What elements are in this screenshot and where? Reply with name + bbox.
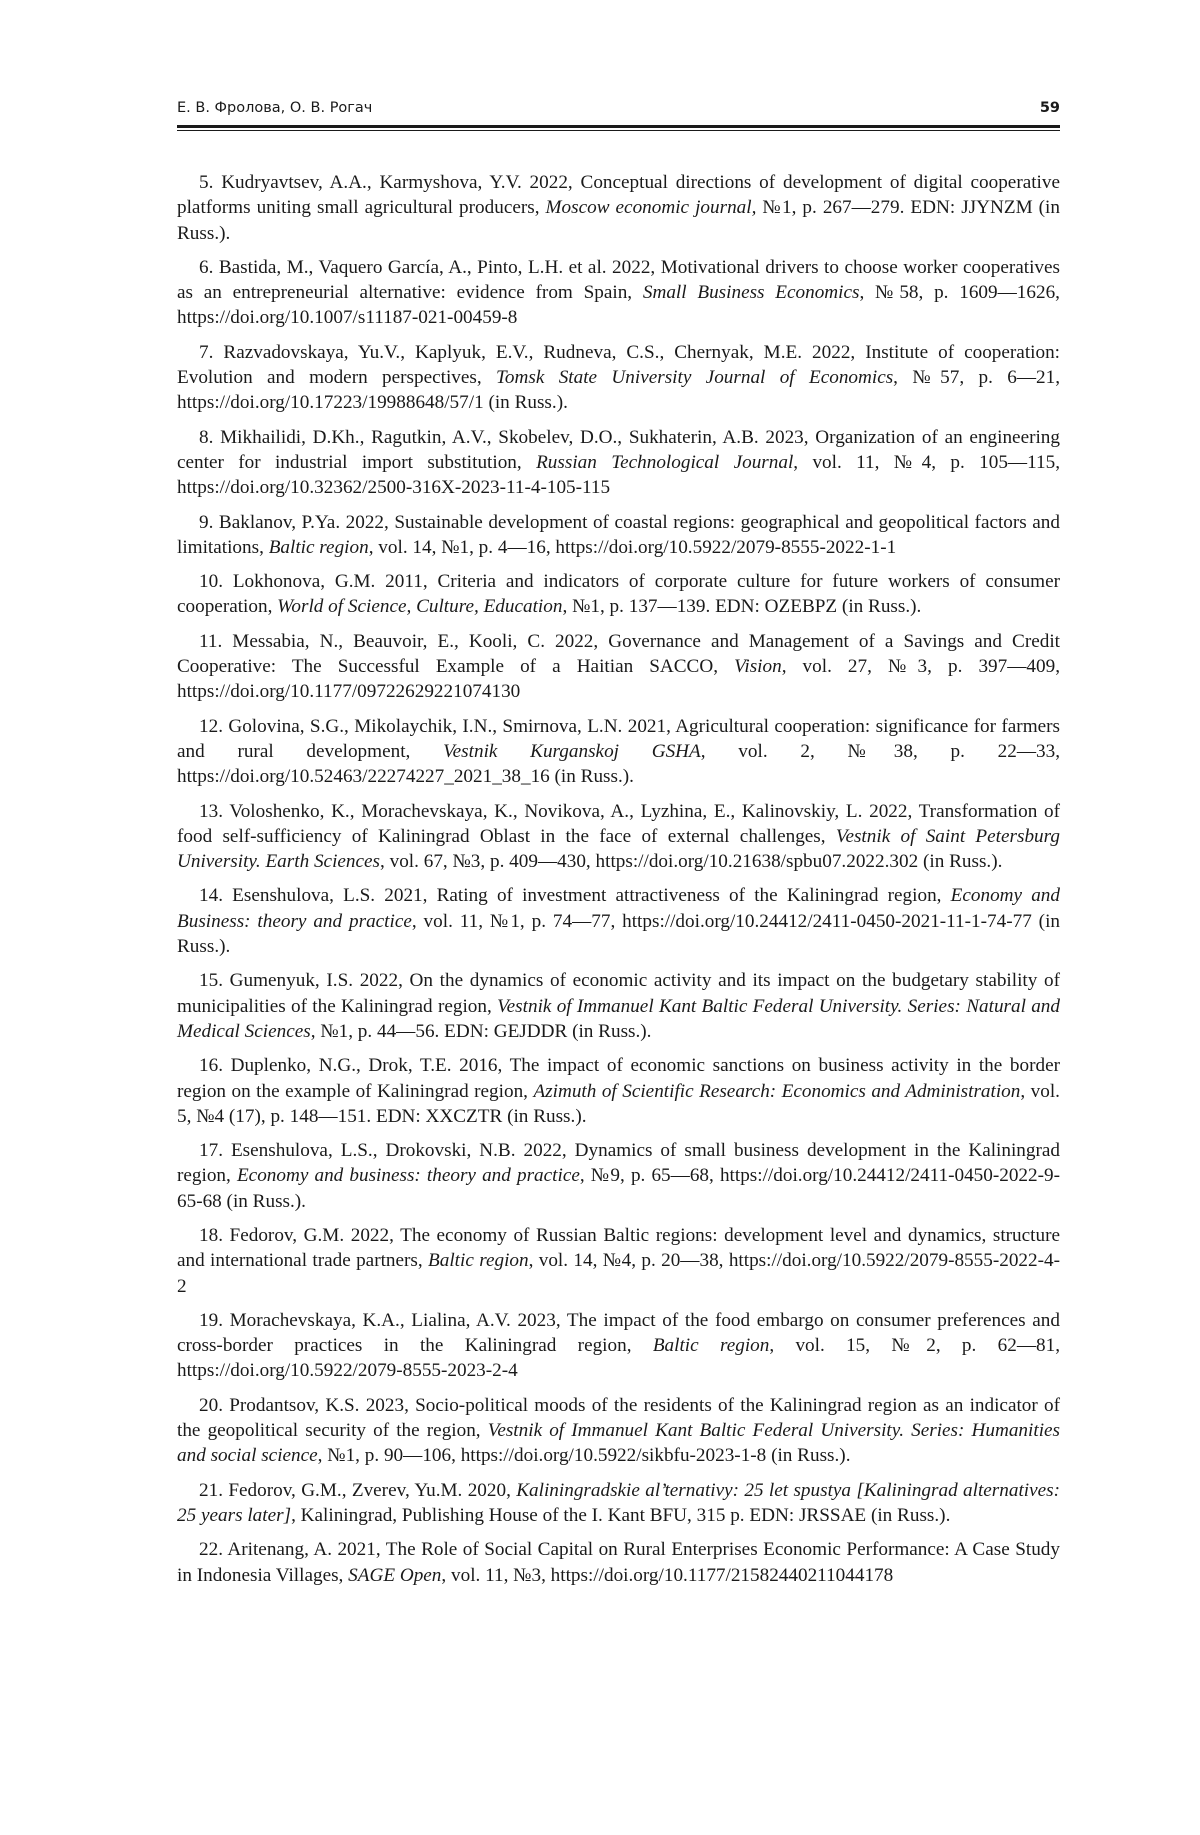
ref-part-italic: Baltic region xyxy=(428,1250,529,1272)
reference-entry xyxy=(177,629,1060,705)
reference-entry xyxy=(177,170,1060,246)
ref-part-text: 5. Kudryavtsev, A.A., Karmyshova, Y.V. 2022, Conceptual directions of development of digital cooperative platforms uniting small agricultural producers, xyxy=(177,172,1060,219)
ref-part-text: 20. Prodantsov, K.S. 2023, Socio-political moods of the residents of the Kaliningrad region as an indicator of the geopolitical security of the region, xyxy=(177,1394,1060,1442)
ref-part-text: , vol. 5, №4 (17), p. 148—151. EDN: XXCZTR (in Russ.). xyxy=(177,1080,1060,1127)
ref-part-text: , vol. 11, №4, p. 105—115, https://doi.org/10.32362/2500-316X-2023-11-4-105-115 xyxy=(177,451,1060,499)
ref-part-italic: Azimuth of Scientific Research: Economics and Administration xyxy=(533,1080,1021,1102)
ref-part-italic: Vision xyxy=(734,656,782,678)
ref-part-italic: Vestnik of Immanuel Kant Baltic Federal University. Series: Humanities and social science xyxy=(177,1420,1061,1467)
ref-part-text: , vol. 14, №1, p. 4—16, https://doi.org/10.5922/2079-8555-2022-1-1 xyxy=(368,536,897,558)
reference-entry xyxy=(177,1308,1060,1384)
ref-part-text: 6. Bastida, M., Vaquero García, A., Pinto, L.H. et al. 2022, Motivational drivers to choose worker cooperatives as an entrepreneurial alternative: evidence from Spain, xyxy=(177,256,1060,304)
ref-part-italic: SAGE Open xyxy=(348,1564,442,1586)
reference-entry xyxy=(177,255,1060,331)
ref-part-italic: Moscow economic journal, xyxy=(545,197,757,219)
reference-entry xyxy=(177,714,1060,790)
ref-part-text: , №58, p. 1609—1626, https://doi.org/10.1007/s11187-021-00459-8 xyxy=(177,282,1060,329)
ref-part-italic: Economy and business: theory and practice xyxy=(236,1165,580,1187)
ref-part-italic: Tomsk State University Journal of Economics xyxy=(496,367,894,389)
ref-part-text: 21. Fedorov, G.M., Zverev, Yu.M. 2020, xyxy=(199,1479,517,1501)
ref-part-text: , vol. 67, №3, p. 409—430, https://doi.org/10.21638/spbu07.2022.302 (in Russ.). xyxy=(380,851,1003,873)
reference-entry xyxy=(177,1138,1060,1214)
ref-part-text: 22. Aritenang, A. 2021, The Role of Social Capital on Rural Enterprises Economic Performance: A Case Study in Indonesia Villages, xyxy=(177,1539,1060,1586)
ref-part-italic: Economy and Business: theory and practice xyxy=(177,885,1060,932)
ref-part-text: 18. Fedorov, G.M. 2022, The economy of Russian Baltic regions: development level and dynamics, structure and international trade partners, xyxy=(177,1224,1060,1272)
ref-part-italic: Kaliningradskie al’ternativy: 25 let spustya [Kaliningrad alternatives: 25 years later] xyxy=(177,1479,1060,1526)
ref-part-italic: Small Business Economics xyxy=(642,282,860,304)
ref-part-text: 14. Esenshulova, L.S. 2021, Rating of investment attractiveness of the Kaliningrad region, xyxy=(199,885,951,907)
running-header xyxy=(177,100,1060,122)
ref-part-text: 9. Baklanov, P.Ya. 2022, Sustainable development of coastal regions: geographical and geopolitical factors and limitations, xyxy=(177,511,1060,558)
ref-part-text: 16. Duplenko, N.G., Drok, T.E. 2016, The impact of economic sanctions on business activity in the border region on the example of Kaliningrad region, xyxy=(177,1055,1060,1102)
header-rule-thin xyxy=(177,130,1060,131)
reference-entry xyxy=(177,968,1060,1044)
reference-entry xyxy=(177,1053,1060,1129)
reference-entry xyxy=(177,799,1060,875)
reference-entry xyxy=(177,1393,1060,1469)
ref-part-text: 11. Messabia, N., Beauvoir, E., Kooli, C. 2022, Governance and Management of a Savings and Credit Cooperative: The Successful Example of a Haitian SACCO, xyxy=(177,630,1060,678)
ref-part-text: 7. Razvadovskaya, Yu.V., Kaplyuk, E.V., Rudneva, C.S., Chernyak, M.E. 2022, Institute of cooperation: Evolution and modern perspectives, xyxy=(177,341,1060,389)
ref-part-italic: World of Science, Culture, Education xyxy=(277,596,563,618)
ref-part-text: , №1, p. 44—56. EDN: GEJDDR (in Russ.). xyxy=(310,1020,652,1042)
reference-entry xyxy=(177,569,1060,620)
running-header-authors: Е. В. Фролова, О. В. Рогач xyxy=(177,100,373,116)
ref-part-text: №1, p. 267—279. EDN: JJYNZM (in Russ.). xyxy=(177,197,1060,244)
ref-part-italic: Vestnik Kurganskoj GSHA xyxy=(443,740,701,762)
ref-part-italic: Russian Technological Journal xyxy=(536,451,794,473)
ref-part-text: , vol. 27, №3, p. 397—409, https://doi.org/10.1177/09722629221074130 xyxy=(177,656,1060,703)
ref-part-text: , vol. 11, №3, https://doi.org/10.1177/21582440211044178 xyxy=(441,1564,894,1586)
ref-part-text: , vol. 11, №1, p. 74—77, https://doi.org/10.24412/2411-0450-2021-11-1-74-77 (in Russ.). xyxy=(177,910,1060,958)
ref-part-text: 17. Esenshulova, L.S., Drokovski, N.B. 2022, Dynamics of small business development in the Kaliningrad region, xyxy=(177,1140,1060,1187)
ref-part-text: , vol. 14, №4, p. 20—38, https://doi.org/10.5922/2079-8555-2022-4-2 xyxy=(177,1250,1060,1297)
reference-entry xyxy=(177,1478,1060,1529)
page-number: 59 xyxy=(1039,100,1060,116)
ref-part-text: 13. Voloshenko, K., Morachevskaya, K., Novikova, A., Lyzhina, E., Kalinovskiy, L. 2022, Transformation of food self-sufficiency of Kaliningrad Oblast in the face of external challenges, xyxy=(177,800,1060,847)
reference-entry xyxy=(177,425,1060,501)
ref-part-italic: Vestnik of Immanuel Kant Baltic Federal University. Series: Natural and Medical Sciences xyxy=(177,995,1060,1042)
ref-part-text: 8. Mikhailidi, D.Kh., Ragutkin, A.V., Skobelev, D.O., Sukhaterin, A.B. 2023, Organization of an engineering center for industrial import substitution, xyxy=(177,426,1060,473)
ref-part-text: 15. Gumenyuk, I.S. 2022, On the dynamics of economic activity and its impact on the budgetary stability of municipalities of the Kaliningrad region, xyxy=(177,970,1060,1017)
reference-entry xyxy=(177,1223,1060,1299)
ref-part-text: , vol. 2, №38, p. 22—33, https://doi.org/10.52463/22274227_2021_38_16 (in Russ.). xyxy=(177,740,1060,788)
header-rule-thick xyxy=(177,125,1060,128)
ref-part-text: , №57, p. 6—21, https://doi.org/10.17223/19988648/57/1 (in Russ.). xyxy=(177,367,1060,414)
ref-part-text: , №1, p. 137—139. EDN: OZEBPZ (in Russ.). xyxy=(562,596,922,618)
ref-part-text: 19. Morachevskaya, K.A., Lialina, A.V. 2023, The impact of the food embargo on consumer preferences and cross-border practices in the Kaliningrad region, xyxy=(177,1309,1060,1357)
reference-entry xyxy=(177,883,1060,959)
ref-part-text: , vol. 15, №2, p. 62—81, https://doi.org/10.5922/2079-8555-2023-2-4 xyxy=(177,1335,1060,1382)
reference-entry xyxy=(177,510,1060,561)
ref-part-text: , Kaliningrad, Publishing House of the I. Kant BFU, 315 p. EDN: JRSSAE (in Russ.). xyxy=(291,1504,951,1526)
ref-part-italic: Baltic region xyxy=(268,536,369,558)
ref-part-text: , №1, p. 90—106, https://doi.org/10.5922/sikbfu-2023-1-8 (in Russ.). xyxy=(317,1445,851,1467)
ref-part-text: , №9, p. 65—68, https://doi.org/10.24412/2411-0450-2022-9-65-68 (in Russ.). xyxy=(177,1165,1060,1212)
reference-entry xyxy=(177,340,1060,416)
ref-part-text: 10. Lokhonova, G.M. 2011, Criteria and indicators of corporate culture for future workers of consumer cooperation, xyxy=(177,571,1060,618)
ref-part-italic: Vestnik of Saint Petersburg University. Earth Sciences xyxy=(177,825,1060,873)
reference-list xyxy=(177,170,1060,1597)
reference-entry xyxy=(177,1537,1060,1588)
ref-part-text: 12. Golovina, S.G., Mikolaychik, I.N., Smirnova, L.N. 2021, Agricultural cooperation: significance for farmers and rural development, xyxy=(177,715,1060,762)
ref-part-italic: Baltic region xyxy=(652,1335,770,1357)
